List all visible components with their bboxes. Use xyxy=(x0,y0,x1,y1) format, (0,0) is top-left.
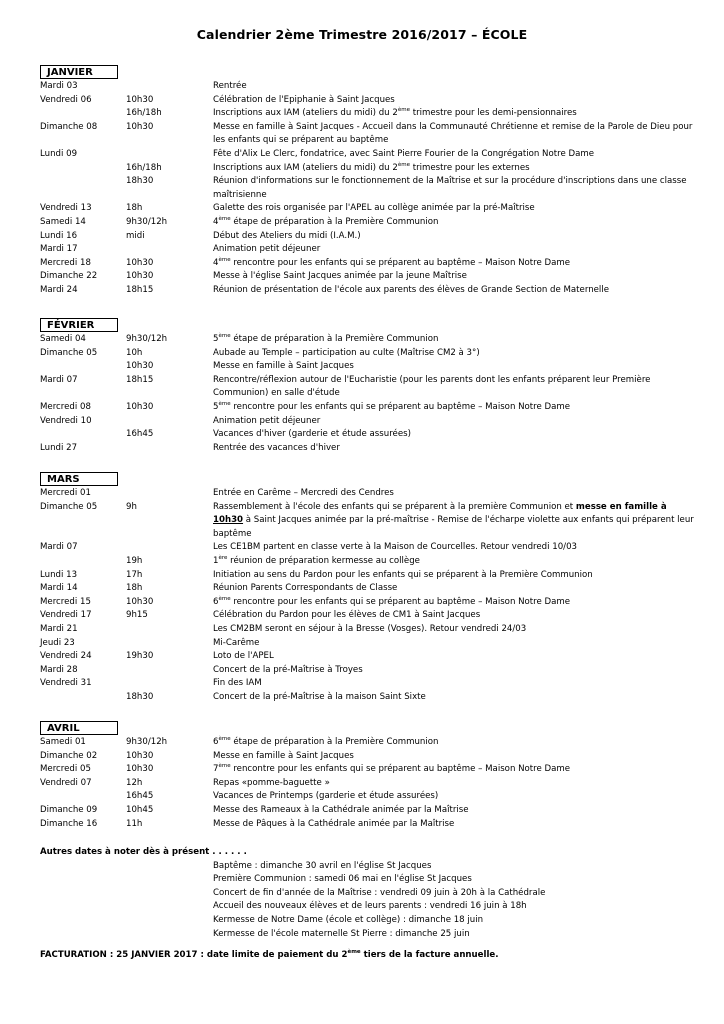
row-date: Mercredi 15 xyxy=(40,596,91,607)
calendar-row xyxy=(40,609,696,623)
row-event: Entrée en Carême – Mercredi des Cendres xyxy=(213,488,394,498)
row-event: Les CE1BM partent en classe verte à la Maison de Courcelles. Retour vendredi 10/03 xyxy=(213,542,578,553)
row-event: Galette des rois organisée par l'APEL au collège animée par la pré-Maîtrise xyxy=(213,203,535,214)
calendar-row xyxy=(40,442,696,456)
calendar-row xyxy=(40,637,696,651)
row-time: 10h30 xyxy=(126,750,154,761)
row-event: Rassemblement à l'école des enfants qui se préparent à la première Communion et messe en famille à 10h30 à Saint Jacques animée par la pré-maîtrise - Remise de l'écharpe violette aux enfants qui préparent leur baptême xyxy=(213,501,694,539)
calendar-row xyxy=(40,541,696,555)
row-event: Messe à l'église Saint Jacques animée par la jeune Maîtrise xyxy=(213,271,467,282)
month-heading: FÉVRIER xyxy=(40,318,118,332)
calendar-row xyxy=(40,360,696,374)
row-time: 18h15 xyxy=(126,374,154,385)
calendar-row xyxy=(40,107,696,121)
row-time: 9h30/12h xyxy=(126,737,168,747)
row-time: 9h30/12h xyxy=(126,216,168,227)
month-section-2 xyxy=(40,467,696,705)
other-date-item: Concert de fin d'année de la Maîtrise : vendredi 09 juin à 20h à la Cathédrale xyxy=(213,887,546,898)
row-event: Aubade au Temple – participation au culte (Maîtrise CM2 à 3°) xyxy=(213,347,480,358)
calendar-row xyxy=(40,162,696,176)
row-date: Mercredi 08 xyxy=(40,401,91,412)
row-time: 9h30/12h xyxy=(126,334,168,344)
calendar-row xyxy=(40,94,696,108)
row-time: 18h30 xyxy=(126,691,154,702)
row-event: Inscriptions aux IAM (ateliers du midi) du 2ème trimestre pour les externes xyxy=(213,161,530,173)
other-date-item: Baptême : dimanche 30 avril en l'église St Jacques xyxy=(213,860,432,871)
row-event: 1ère réunion de préparation kermesse au collège xyxy=(213,554,420,566)
month-heading: MARS xyxy=(40,472,118,486)
row-event: Initiation au sens du Pardon pour les enfants qui se préparent à la Première Communion xyxy=(213,569,593,580)
row-time: 10h30 xyxy=(126,596,154,607)
row-date: Samedi 01 xyxy=(40,737,86,747)
row-time: 18h15 xyxy=(126,284,154,295)
row-time: midi xyxy=(126,230,145,241)
row-time: 9h xyxy=(126,501,137,512)
row-date: Lundi 09 xyxy=(40,148,78,159)
calendar-row xyxy=(40,230,696,244)
calendar-row xyxy=(40,487,696,501)
row-time: 10h30 xyxy=(126,764,154,775)
row-event: Animation petit déjeuner xyxy=(213,415,321,426)
calendar-row xyxy=(40,202,696,216)
row-date: Dimanche 05 xyxy=(40,347,98,358)
calendar-row xyxy=(40,175,696,202)
row-date: Samedi 14 xyxy=(40,216,86,227)
row-event: Vacances de Printemps (garderie et étude assurées) xyxy=(213,791,439,802)
row-event: Fête d'Alix Le Clerc, fondatrice, avec Saint Pierre Fourier de la Congrégation Notre Dame xyxy=(213,148,595,159)
calendar-row xyxy=(40,790,696,804)
row-event: Loto de l'APEL xyxy=(213,651,274,662)
row-date: Lundi 27 xyxy=(40,442,78,453)
calendar-row xyxy=(40,582,696,596)
other-dates-heading: Autres dates à noter dès à présent . . . . . . xyxy=(40,847,247,857)
row-time: 10h30 xyxy=(126,401,154,412)
row-date: Vendredi 13 xyxy=(40,203,92,214)
row-time: 19h xyxy=(126,555,143,566)
row-time: 18h30 xyxy=(126,176,154,187)
row-date: Lundi 16 xyxy=(40,230,78,241)
row-time: 10h30 xyxy=(126,94,154,105)
calendar-row xyxy=(40,121,696,148)
row-time: 19h30 xyxy=(126,651,154,662)
row-date: Dimanche 22 xyxy=(40,271,98,282)
row-date: Dimanche 02 xyxy=(40,750,98,761)
month-heading: AVRIL xyxy=(40,721,118,735)
calendar-row xyxy=(40,677,696,691)
row-date: Vendredi 17 xyxy=(40,610,92,621)
row-date: Mardi 28 xyxy=(40,664,78,675)
other-dates-section xyxy=(40,846,696,941)
row-event: Messe de Pâques à la Cathédrale animée par la Maîtrise xyxy=(213,818,455,829)
calendar-row xyxy=(40,148,696,162)
calendar-row xyxy=(40,501,696,542)
row-event: Concert de la pré-Maîtrise à Troyes xyxy=(213,664,363,675)
row-event: Réunion d'informations sur le fonctionnement de la Maîtrise et sur la procédure d'inscriptions dans une classe maîtrisienne xyxy=(213,176,687,200)
row-date: Vendredi 24 xyxy=(40,651,92,662)
row-date: Samedi 04 xyxy=(40,334,86,344)
calendar-row xyxy=(40,401,696,415)
row-date: Mardi 07 xyxy=(40,374,78,385)
row-event: Vacances d'hiver (garderie et étude assurées) xyxy=(213,429,411,440)
row-time: 9h15 xyxy=(126,610,148,621)
row-event: Messe en famille à Saint Jacques - Accueil dans la Communauté Chrétienne et remise de la Parole de Dieu pour les enfants qui se préparent au baptême xyxy=(213,121,693,146)
row-date: Dimanche 16 xyxy=(40,818,98,829)
row-date: Mardi 14 xyxy=(40,583,78,594)
other-date-item: Kermesse de Notre Dame (école et collège) : dimanche 18 juin xyxy=(213,914,484,925)
calendar-row xyxy=(40,569,696,583)
calendar-row xyxy=(40,664,696,678)
row-event: 4ème rencontre pour les enfants qui se préparent au baptême – Maison Notre Dame xyxy=(213,256,571,268)
row-time: 18h xyxy=(126,203,143,214)
calendar-row xyxy=(40,347,696,361)
row-event: 6ème étape de préparation à la Première Communion xyxy=(213,736,439,747)
row-event: Messe des Rameaux à la Cathédrale animée par la Maîtrise xyxy=(213,804,469,815)
other-date-item: Kermesse de l'école maternelle St Pierre : dimanche 25 juin xyxy=(213,928,470,939)
row-event: Inscriptions aux IAM (ateliers du midi) du 2ème trimestre pour les demi-pensionnaires xyxy=(213,107,577,119)
row-date: Mercredi 18 xyxy=(40,257,91,268)
calendar-row xyxy=(40,804,696,818)
calendar-row xyxy=(40,243,696,257)
row-date: Mardi 03 xyxy=(40,81,78,91)
row-date: Mercredi 01 xyxy=(40,488,91,498)
calendar-row xyxy=(40,270,696,284)
calendar-row xyxy=(40,415,696,429)
month-heading: JANVIER xyxy=(40,65,118,79)
row-time: 11h xyxy=(126,818,143,829)
calendar-row xyxy=(40,374,696,401)
calendar-row xyxy=(40,428,696,442)
row-date: Vendredi 31 xyxy=(40,678,92,689)
calendar-row xyxy=(40,750,696,764)
row-date: Mardi 07 xyxy=(40,542,78,553)
row-time: 10h xyxy=(126,347,143,358)
calendar-row xyxy=(40,623,696,637)
row-event: 5ème rencontre pour les enfants qui se préparent au baptême – Maison Notre Dame xyxy=(213,400,571,412)
row-date: Dimanche 09 xyxy=(40,804,98,815)
row-date: Vendredi 06 xyxy=(40,94,92,105)
row-event: Concert de la pré-Maîtrise à la maison Saint Sixte xyxy=(213,691,426,702)
calendar-row xyxy=(40,555,696,569)
row-event: 7ème rencontre pour les enfants qui se préparent au baptême – Maison Notre Dame xyxy=(213,763,571,775)
row-event: Célébration de l'Epiphanie à Saint Jacques xyxy=(213,94,395,105)
row-date: Mardi 17 xyxy=(40,244,78,255)
row-event: 5ème étape de préparation à la Première Communion xyxy=(213,333,439,344)
calendar-row xyxy=(40,284,696,298)
month-section-0 xyxy=(40,60,696,298)
row-date: Mercredi 05 xyxy=(40,764,91,775)
calendar-row xyxy=(40,650,696,664)
row-time: 16h45 xyxy=(126,791,154,802)
row-event: Mi-Carême xyxy=(213,637,260,648)
calendar-row xyxy=(40,257,696,271)
row-date: Vendredi 07 xyxy=(40,777,92,788)
row-event: Réunion Parents Correspondants de Classe xyxy=(213,583,398,594)
row-date: Vendredi 10 xyxy=(40,415,92,426)
row-event: Messe en famille à Saint Jacques xyxy=(213,361,354,372)
row-time: 16h45 xyxy=(126,429,154,440)
row-event: Fin des IAM xyxy=(213,678,262,689)
row-event: 4ème étape de préparation à la Première Communion xyxy=(213,215,439,227)
row-time: 10h30 xyxy=(126,361,154,372)
month-section-1 xyxy=(40,313,696,455)
row-time: 10h30 xyxy=(126,121,154,132)
row-event: Les CM2BM seront en séjour à la Bresse (Vosges). Retour vendredi 24/03 xyxy=(213,623,527,634)
month-section-3 xyxy=(40,716,696,831)
row-date: Dimanche 08 xyxy=(40,121,98,132)
facturation-note: FACTURATION : 25 JANVIER 2017 : date limite de paiement du 2ème tiers de la facture annuelle. xyxy=(40,949,499,960)
row-event: Célébration du Pardon pour les élèves de CM1 à Saint Jacques xyxy=(213,610,481,621)
row-event: Animation petit déjeuner xyxy=(213,244,321,255)
row-event: Début des Ateliers du midi (I.A.M.) xyxy=(213,230,361,241)
row-date: Jeudi 23 xyxy=(40,637,75,648)
other-date-item: Première Communion : samedi 06 mai en l'église St Jacques xyxy=(213,874,472,885)
calendar-row xyxy=(40,736,696,750)
calendar-row xyxy=(40,216,696,230)
row-event: Rencontre/réflexion autour de l'Eucharistie (pour les parents dont les enfants préparent leur Première Communion) en salle d'étude xyxy=(213,374,651,399)
row-time: 17h xyxy=(126,569,143,580)
row-event: Réunion de présentation de l'école aux parents des élèves de Grande Section de Maternelle xyxy=(213,284,609,295)
row-event: Messe en famille à Saint Jacques xyxy=(213,750,354,761)
row-time: 16h/18h xyxy=(126,108,162,119)
row-time: 10h30 xyxy=(126,257,154,268)
row-event: Rentrée xyxy=(213,81,247,91)
other-date-item: Accueil des nouveaux élèves et de leurs parents : vendredi 16 juin à 18h xyxy=(213,901,527,912)
row-date: Dimanche 05 xyxy=(40,501,98,512)
row-event: 6ème rencontre pour les enfants qui se préparent au baptême – Maison Notre Dame xyxy=(213,595,571,607)
calendar-row xyxy=(40,777,696,791)
row-time: 16h/18h xyxy=(126,162,162,173)
row-event: Repas «pomme-baguette » xyxy=(213,777,330,788)
calendar-row xyxy=(40,333,696,347)
row-time: 18h xyxy=(126,583,143,594)
calendar-row xyxy=(40,763,696,777)
calendar-row xyxy=(40,691,696,705)
calendar-row xyxy=(40,596,696,610)
calendar-row xyxy=(40,80,696,94)
row-date: Lundi 13 xyxy=(40,569,78,580)
calendar-row xyxy=(40,818,696,832)
page-title: Calendrier 2ème Trimestre 2016/2017 – ÉCOLE xyxy=(196,27,528,42)
row-date: Mardi 24 xyxy=(40,284,78,295)
row-event: Rentrée des vacances d'hiver xyxy=(213,442,340,453)
row-date: Mardi 21 xyxy=(40,623,78,634)
row-time: 12h xyxy=(126,777,143,788)
row-time: 10h30 xyxy=(126,271,154,282)
row-time: 10h45 xyxy=(126,804,154,815)
